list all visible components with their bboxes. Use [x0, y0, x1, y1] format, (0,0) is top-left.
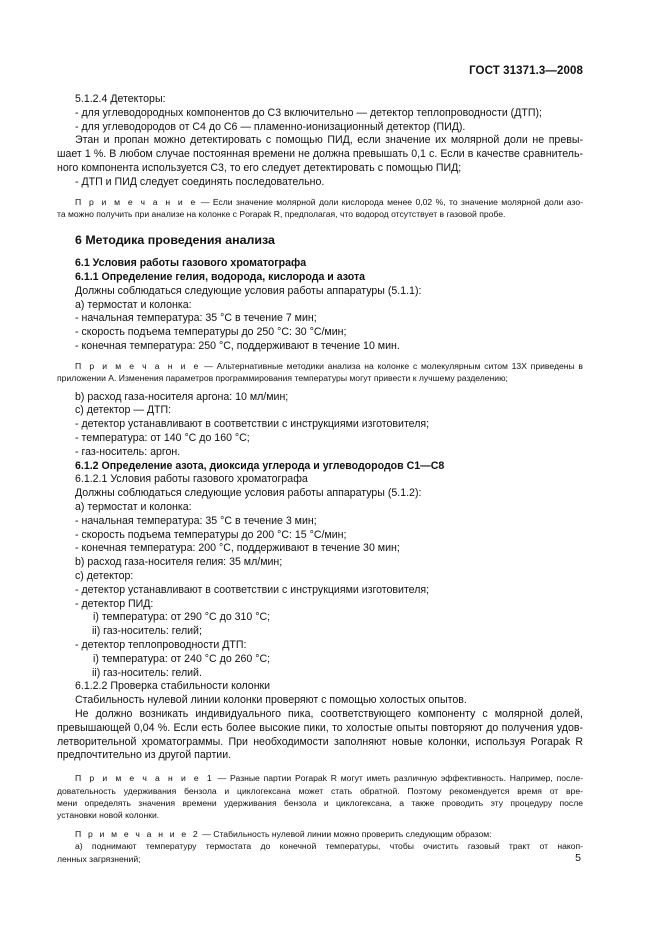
text-line: Должны соблюдаться следующие условия работы аппаратуры (5.1.1):	[75, 284, 422, 297]
text-line: - для углеводородных компонентов до С3 включительно — детектор теплопроводности (ДТП);	[75, 106, 542, 119]
note-line: та можно получить при анализе на колонке с Porapak R, предполагая, что водород отсутствует в газовой пробе.	[57, 208, 506, 219]
text-line: предпочтительно из другой партии.	[57, 749, 232, 762]
text-line: - детектор устанавливают в соответствии с инструкциями изготовителя;	[75, 583, 430, 596]
note-text: — Стабильность нулевой линии можно проверить следующим образом:	[199, 828, 492, 839]
note-text: — Если значение молярной доли кислорода менее 0,02 %, то значение молярной доли азо-	[197, 196, 583, 207]
note-line: приложении А. Изменения параметров программирования температуры могут привести к лучшему разделению;	[57, 373, 508, 384]
text-line: - скорость подъема температуры до 250 °С: 30 °С/мин;	[75, 326, 347, 339]
text-line: 6.1.2.1 Условия работы газового хроматографа	[75, 473, 308, 486]
note-line: довательность удерживания бензола и циклогексана может стать обратной. Поэтому рекомендуется время от вре-	[57, 785, 583, 796]
text-line: - ДТП и ПИД следует соединять последовательно.	[75, 175, 325, 188]
note-line: a) поднимают температуру термостата до конечной температуры, чтобы очистить газовый тракт от накоп-	[75, 841, 583, 852]
text-line: - газ-носитель: аргон.	[75, 445, 181, 458]
text-line: c) детектор:	[75, 569, 134, 582]
text-line: ii) газ-носитель: гелий.	[92, 666, 202, 679]
page-number: 5	[575, 852, 581, 864]
text-line: i) температура: от 290 °С до 310 °С;	[93, 611, 271, 624]
section-heading: 6 Методика проведения анализа	[75, 233, 275, 248]
text-line: Должны соблюдаться следующие условия работы аппаратуры (5.1.2):	[75, 487, 422, 500]
note-line	[57, 360, 583, 372]
text-line: шает 1 %. В любом случае постоянная времени не должна превышать 0,1 с. Если в качестве сравнитель-	[57, 148, 583, 161]
text-line: 6.1.2.2 Проверка стабильности колонки	[75, 680, 271, 693]
text-line: - детектор устанавливают в соответствии с инструкциями изготовителя;	[75, 418, 430, 431]
text-line: Этан и пропан можно детектировать с помощью ПИД, если значение их молярной доли не превы-	[75, 134, 583, 147]
spacer	[57, 248, 583, 257]
note-label: П р и м е ч а н и е 2	[75, 828, 200, 839]
text-line: Не должно возникать индивидуального пика, соответствующего компоненту с молярной долей,	[75, 707, 583, 720]
text-line: c) детектор — ДТП:	[75, 404, 172, 417]
text-line: 6.1.2 Определение азота, диоксида углерода и углеводородов С1—С8	[75, 459, 445, 472]
note-line	[57, 828, 583, 840]
spacer	[57, 220, 583, 234]
text-line: - для углеводородов от С4 до С6 — пламенно-ионизационный детектор (ПИД).	[75, 120, 466, 133]
text-line: ii) газ-носитель: гелий;	[92, 625, 202, 638]
note-line: ленных загрязнений;	[57, 853, 141, 864]
note-text: — Альтернативные методики анализа на колонке с молекулярным ситом 13Х приведены в	[200, 360, 583, 371]
text-line: b) расход газа-носителя гелия: 35 мл/мин;	[75, 556, 283, 569]
note-line	[57, 196, 583, 208]
note-line: установки новой колонки.	[57, 810, 160, 821]
standard-header: ГОСТ 31371.3—2008	[469, 65, 583, 77]
text-line: - детектор ПИД:	[75, 597, 154, 610]
note-label: П р и м е ч а н и е	[75, 360, 201, 371]
spacer	[57, 763, 583, 772]
note-line	[57, 772, 583, 784]
text-line: летворительной хроматограммы. При необходимости заполняют новые колонки, используя Porapak R	[57, 735, 583, 748]
text-line: - конечная температура: 250 °С, поддерживают в течение 10 мин.	[75, 339, 400, 352]
text-line: ного компонента используется С3, то его следует детектировать с помощью ПИД;	[57, 161, 462, 174]
note-label: П р и м е ч а н и е	[75, 196, 198, 207]
text-line: 6.1 Условия работы газового хроматографа	[75, 257, 307, 270]
text-line: a) термостат и колонка:	[75, 298, 192, 311]
text-line: - температура: от 140 °С до 160 °С;	[75, 431, 250, 444]
note-line: мени определять значения времени удерживания бензола и циклогексана, а также проводить эту процедуру после	[57, 797, 583, 808]
text-line: 6.1.1 Определение гелия, водорода, кислорода и азота	[75, 270, 366, 283]
text-line: - скорость подъема температуры до 200 °С: 15 °С/мин;	[75, 528, 347, 541]
text-line: 5.1.2.4 Детекторы:	[75, 93, 166, 105]
text-line: превышающей 0,04 %. Если есть более высокие пики, то холостые опыты повторяют до получения удов-	[57, 721, 583, 734]
text-line: a) термостат и колонка:	[75, 500, 192, 513]
text-line: - детектор теплопроводности ДТП:	[75, 638, 247, 651]
text-line: Стабильность нулевой линии колонки проверяют с помощью холостых опытов.	[75, 694, 467, 707]
text-line: - начальная температура: 35 °С в течение 7 мин;	[75, 312, 317, 325]
text-line: - конечная температура: 200 °С, поддерживают в течение 30 мин;	[75, 542, 400, 555]
note-text: — Разные партии Porapak R могут иметь различную эффективность. Например, после-	[213, 773, 583, 784]
text-line: - начальная температура: 35 °С в течение 3 мин;	[75, 514, 317, 527]
page-content	[57, 93, 583, 865]
text-line: i) температура: от 240 °С до 260 °С;	[93, 652, 271, 665]
text-line: b) расход газа-носителя аргона: 10 мл/мин;	[75, 390, 289, 403]
note-label: П р и м е ч а н и е 1	[75, 773, 214, 784]
